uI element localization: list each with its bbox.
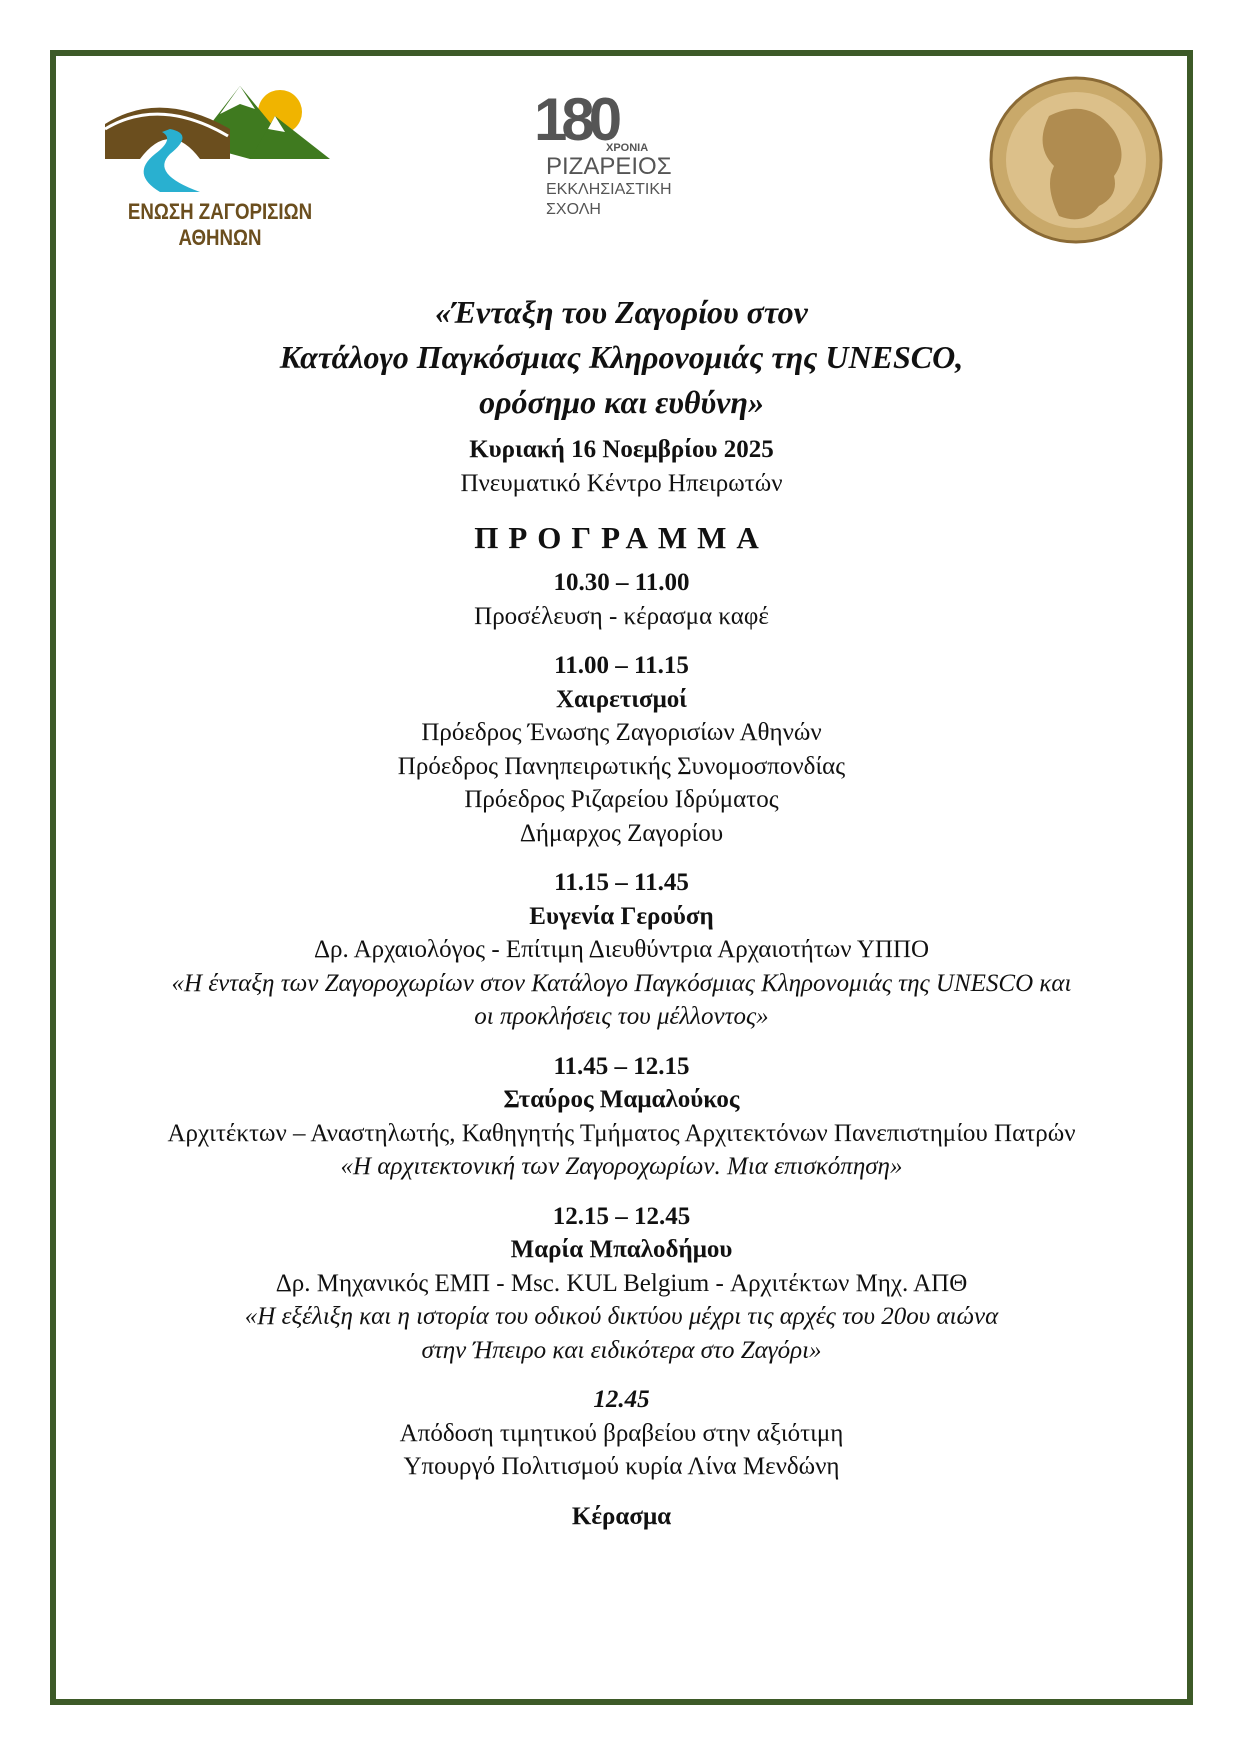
talk-title: οι προκλήσεις του μέλλοντος»: [474, 1003, 769, 1030]
session-time: 10.30 – 11.00: [553, 569, 690, 596]
session-line: Πρόεδρος Ένωσης Ζαγορισίων Αθηνών: [421, 719, 822, 746]
talk-title: στην Ήπειρο και ειδικότερα στο Ζαγόρι»: [421, 1336, 822, 1364]
logo-center-line2: ΕΚΚΛΗΣΙΑΣΤΙΚΗ: [546, 181, 672, 198]
mountain-bridge-icon: [100, 84, 340, 194]
coin-icon: [989, 76, 1163, 244]
logo-left-line2: ΑΘΗΝΩΝ: [178, 225, 262, 250]
session-heading: Χαιρετισμοί: [555, 685, 688, 713]
logo-years: ΧΡΟΝΙΑ: [606, 142, 649, 154]
session-line: Υπουργό Πολιτισμού κυρία Λίνα Μενδώνη: [403, 1453, 840, 1480]
logo-center-line3: ΣΧΟΛΗ: [546, 201, 601, 218]
session-line: Προσέλευση - κέρασμα καφέ: [474, 602, 769, 630]
event-venue: Πνευματικό Κέντρο Ηπειρωτών: [460, 469, 783, 497]
event-title-line-3: ορόσημο και ευθύνη»: [479, 384, 764, 420]
logo-center-name: ΡΙΖΑΡΕΙΟΣ: [546, 153, 672, 180]
event-title-line-1: «Ένταξη του Ζαγορίου στον: [435, 294, 808, 330]
session-line: Απόδοση τιμητικού βραβείου στην αξιότιμη: [399, 1419, 844, 1447]
enosi-zagorision-logo: [100, 84, 340, 250]
talk-title: «Η εξέλιξη και η ιστορία του οδικού δικτύου μέχρι τις αρχές του 20ου αιώνα: [244, 1303, 999, 1330]
session-time: 12.45: [593, 1386, 650, 1413]
program-heading: ΠΡΟΓΡΑΜΜΑ: [474, 520, 769, 555]
session-line: Πρόεδρος Πανηπειρωτικής Συνομοσπονδίας: [397, 752, 846, 780]
logo-left-line1: ΕΝΩΣΗ ΖΑΓΟΡΙΣΙΩΝ: [127, 199, 313, 224]
session-time: 11.15 – 11.45: [554, 869, 689, 896]
speaker-name: Ευγενία Γερούση: [529, 902, 714, 930]
speaker-title: Δρ. Αρχαιολόγος - Επίτιμη Διευθύντρια Αρχαιοτήτων ΥΠΠΟ: [313, 936, 930, 963]
speaker-title: Αρχιτέκτων – Αναστηλωτής, Καθηγητής Τμήματος Αρχιτεκτόνων Πανεπιστημίου Πατρών: [167, 1119, 1076, 1147]
session-time: 12.15 – 12.45: [552, 1202, 691, 1230]
logo-180: 180: [534, 86, 617, 153]
speaker-title: Δρ. Μηχανικός ΕΜΠ - Msc. KUL Belgium - Αρχιτέκτων Μηχ. ΑΠΘ: [275, 1269, 968, 1297]
session-line: Δήμαρχος Ζαγορίου: [519, 819, 724, 847]
event-date: Κυριακή 16 Νοεμβρίου 2025: [469, 436, 774, 463]
rizareios-logo: [534, 86, 694, 230]
speaker-name: Μαρία Μπαλοδήμου: [510, 1236, 733, 1263]
talk-title: «Η ένταξη των Ζαγοροχωρίων στον Κατάλογο Παγκόσμιας Κληρονομιάς της UNESCO και: [171, 969, 1072, 997]
pyrrhus-coin-logo: [989, 76, 1163, 244]
talk-title: «Η αρχιτεκτονική των Ζαγοροχωρίων. Μια επισκόπηση»: [340, 1153, 903, 1180]
session-time: 11.45 – 12.15: [553, 1052, 690, 1080]
speaker-name: Σταύρος Μαμαλούκος: [503, 1086, 740, 1113]
program-content: [56, 290, 1187, 1533]
session-time: 11.00 – 11.15: [554, 652, 689, 679]
session-line: Πρόεδρος Ριζαρείου Ιδρύματος: [464, 786, 779, 813]
closing-reception: Κέρασμα: [571, 1502, 672, 1530]
event-title-line-2: Κατάλογο Παγκόσμιας Κληρονομιάς της UNESCO,: [279, 339, 964, 375]
